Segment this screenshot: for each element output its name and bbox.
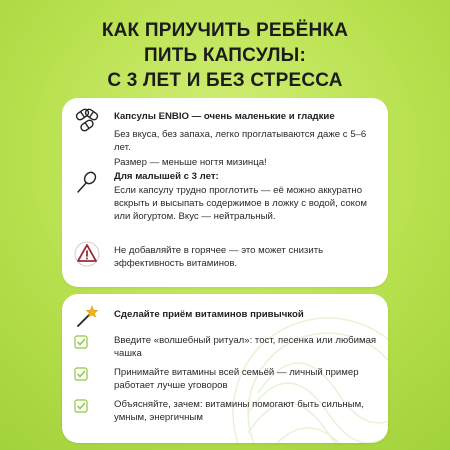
spoon-icon	[74, 170, 100, 196]
list-item	[74, 398, 378, 426]
capsules-heading: Капсулы ENBIO — очень маленькие и гладкие	[114, 111, 335, 122]
capsules-section	[74, 108, 378, 168]
little-ones-heading: Для малышей с 3 лет:	[114, 171, 219, 182]
capsules-text-2: Размер — меньше ногтя мизинца!	[114, 157, 267, 168]
check-icon	[74, 367, 88, 381]
capsules-text-1: Без вкуса, без запаха, легко проглатываются даже с 5–6 лет.	[114, 129, 367, 153]
check-icon	[74, 335, 88, 349]
list-item	[74, 366, 378, 394]
list-item-text: Объясняйте, зачем: витамины помогают быть сильным, умным, энергичным	[114, 399, 364, 423]
title-line-1: КАК ПРИУЧИТЬ РЕБЁНКА	[101, 20, 349, 41]
capsules-info-card	[62, 98, 388, 287]
list-item-text: Введите «волшебный ритуал»: тост, песенка или любимая чашка	[114, 335, 377, 359]
list-item-text: Принимайте витамины всей семьёй — личный пример работает лучше уговоров	[114, 367, 359, 391]
habit-heading-row	[74, 304, 378, 328]
warning-text: Не добавляйте в горячее — это может снизить эффективность витаминов.	[114, 245, 324, 269]
title-line-2: ПИТЬ КАПСУЛЫ:	[143, 45, 306, 66]
warning-icon	[74, 241, 100, 267]
page-title	[0, 18, 450, 93]
little-ones-text: Если капсулу трудно проглотить — её можно аккуратно вскрыть и высыпать содержимое в ложку с водой, соком или йогуртом. Вкус — нейтральный.	[114, 185, 367, 222]
list-item	[74, 334, 378, 362]
capsules-icon	[74, 108, 100, 134]
title-line-3: С 3 ЛЕТ И БЕЗ СТРЕССА	[107, 70, 343, 91]
habit-heading: Сделайте приём витаминов привычкой	[114, 309, 304, 320]
check-icon	[74, 399, 88, 413]
magic-wand-icon	[74, 304, 100, 330]
little-ones-section	[74, 170, 378, 236]
habit-card	[62, 294, 388, 443]
warning-section	[74, 241, 378, 273]
